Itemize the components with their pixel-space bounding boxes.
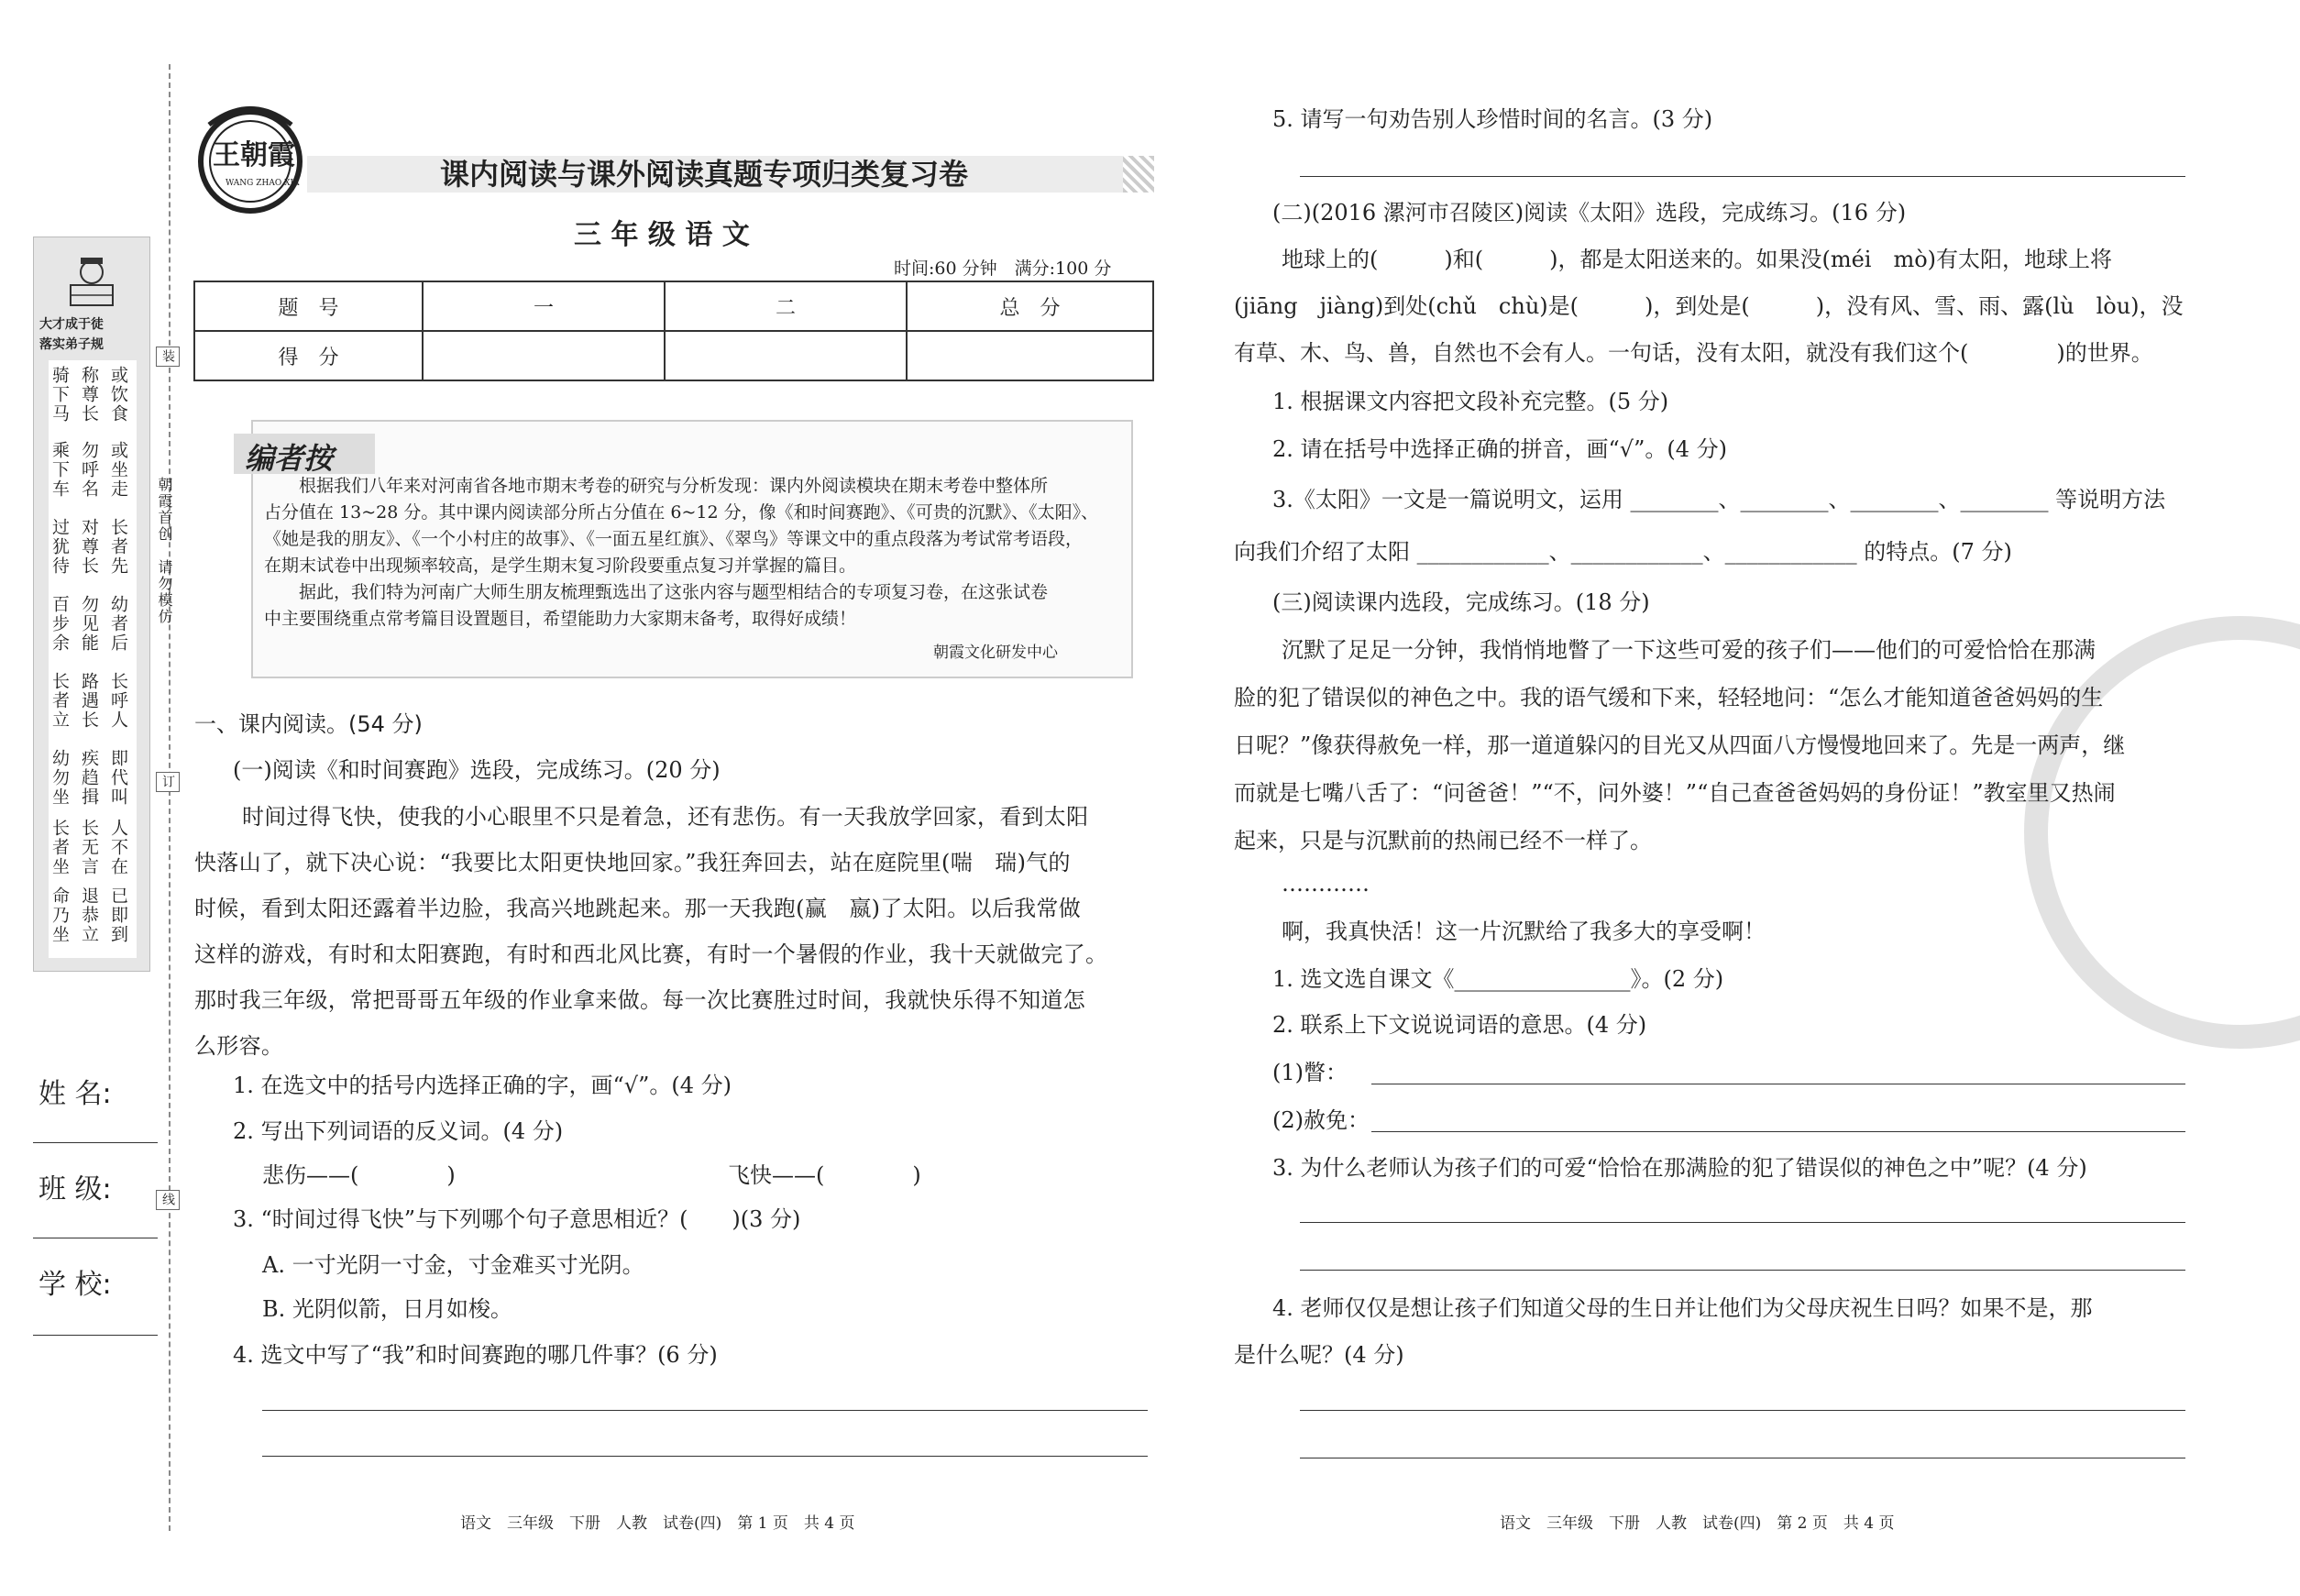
- part-3-question-4: 4. 老师仅仅是想让孩子们知道父母的生日并让他们为父母庆祝生日吗？如果不是，那: [1272, 1295, 2093, 1321]
- passage-line: 这样的游戏，有时和太阳赛跑，有时和西北风比赛，有时一个暑假的作业，我十天就做完了。: [194, 941, 1108, 967]
- part-3-question-2-b: (2)赦免：: [1272, 1107, 1370, 1133]
- question-2-item-a: 悲伤——( ): [262, 1162, 456, 1188]
- motto-col: 过犹待: [50, 518, 70, 576]
- motto-col: 疾趋揖: [79, 749, 99, 807]
- part-2-question-3-cont: 向我们介绍了太阳 ____________、____________、____________ 的特点。(7 分): [1234, 539, 2012, 565]
- part-2-question-3: 3.《太阳》一文是一篇说明文，运用 ________、________、________、________ 等说明方法: [1272, 487, 2166, 512]
- title-band-pattern: [1123, 156, 1154, 193]
- passage-line: 么形容。: [194, 1033, 284, 1059]
- editor-line: 占分值在 13~28 分。其中课内阅读部分所占分值在 6~12 分，像《和时间赛跑》、《可贵的沉默》、《太阳》、: [264, 502, 1099, 523]
- motto-col: 退恭立: [79, 886, 99, 944]
- editor-line: 据此，我们特为河南广大师生朋友梳理甄选出了这张内容与题型相结合的专项复习卷，在这张试卷: [299, 582, 1049, 602]
- question-3: 3. “时间过得飞快”与下列哪个句子意思相近？( )(3 分): [233, 1206, 801, 1232]
- motto-col: 乘下车: [50, 441, 70, 499]
- motto-col: 百步余: [50, 595, 70, 653]
- motto-col: 勿见能: [79, 595, 99, 653]
- paper-subtitle: 三 年 级 语 文: [574, 219, 750, 251]
- passage-line: 起来，只是与沉默前的热闹已经不一样了。: [1234, 828, 1652, 853]
- passage-line: 日呢？”像获得赦免一样，那一道道躲闪的目光又从四面八方慢慢地回来了。先是一两声，继: [1234, 732, 2126, 758]
- part-3-question-1: 1. 选文选自课文《________________》。(2 分): [1272, 966, 1724, 992]
- question-1: 1. 在选文中的括号内选择正确的字，画“√”。(4 分): [233, 1073, 732, 1098]
- passage-3-ending: 啊，我真快活！这一片沉默给了我多大的享受啊！: [1282, 919, 1766, 944]
- name-field[interactable]: [33, 1142, 158, 1143]
- part-2-heading: (二)(2016 漯河市召陵区)阅读《太阳》选段，完成练习。(16 分): [1272, 200, 1907, 226]
- answer-line[interactable]: [262, 1410, 1148, 1411]
- answer-line[interactable]: [262, 1456, 1148, 1457]
- motto-col: 幼勿坐: [50, 749, 70, 807]
- score-header: 总 分: [907, 281, 1153, 331]
- motto-columns: [49, 360, 137, 958]
- answer-line[interactable]: [1300, 1222, 2185, 1223]
- question-5: 5. 请写一句劝告别人珍惜时间的名言。(3 分): [1272, 106, 1713, 132]
- binding-seal: 装: [156, 347, 180, 367]
- part-3-question-2: 2. 联系上下文说说词语的意思。(4 分): [1272, 1012, 1647, 1038]
- motto-col: 即代叫: [108, 749, 128, 807]
- passage-line: 时候，看到太阳还露着半边脸，我高兴地跳起来。那一天我跑(赢 嬴)了太阳。以后我常做: [194, 896, 1082, 921]
- passage-line: 有草、木、鸟、兽，自然也不会有人。一句话，没有太阳，就没有我们这个( )的世界。: [1234, 340, 2153, 366]
- editor-signature: 朝霞文化研发中心: [933, 644, 1058, 662]
- paper-title: 课内阅读与课外阅读真题专项归类复习卷: [440, 157, 969, 192]
- part-3-question-2-a: (1)瞥：: [1272, 1060, 1348, 1085]
- copyright-mark: 朝霞首创 请勿模仿: [156, 477, 173, 625]
- editor-note-tag: 编者按: [234, 434, 375, 474]
- logo-text: 王朝霞: [213, 139, 295, 171]
- motto-head-1: 大才成于徒: [39, 317, 104, 332]
- motto-col: 路遇长: [79, 672, 99, 730]
- passage-line: 时间过得飞快，使我的小心眼里不只是着急，还有悲伤。有一天我放学回家，看到太阳: [242, 804, 1089, 830]
- passage-1: [194, 794, 1157, 1069]
- passage-line: 而就是七嘴八舌了：“问爸爸！”“不，问外婆！”“自己查爸爸妈妈的身份证！”教室里又热闹: [1234, 780, 2116, 806]
- part-3-question-3: 3. 为什么老师认为孩子们的可爱“恰恰在那满脸的犯了错误似的神色之中”呢？(4 分): [1272, 1155, 2087, 1181]
- part-3-heading: (三)阅读课内选段，完成练习。(18 分): [1272, 589, 1650, 615]
- question-3-option-a[interactable]: A. 一寸光阴一寸金，寸金难买寸光阴。: [262, 1252, 644, 1278]
- passage-line: (jiāng jiàng)到处(chǔ chù)是( )，到处是( )，没有风、雪、雨、露(lù lòu)，没: [1234, 293, 2184, 319]
- part-3-question-4-cont: 是什么呢？(4 分): [1234, 1342, 1404, 1368]
- motto-col: 长无言: [79, 819, 99, 876]
- passage-line: 沉默了足足一分钟，我悄悄地瞥了一下这些可爱的孩子们——他们的可爱恰恰在那满: [1282, 637, 2096, 663]
- motto-col: 已即到: [108, 886, 128, 944]
- question-3-option-b[interactable]: B. 光阴似箭，日月如梭。: [262, 1296, 512, 1322]
- motto-col: 勿呼名: [79, 441, 99, 499]
- motto-head-2: 落实弟子规: [39, 337, 104, 352]
- question-4: 4. 选文中写了“我”和时间赛跑的哪几件事？(6 分): [233, 1342, 718, 1368]
- score-cell[interactable]: [665, 331, 907, 380]
- score-table: [193, 281, 1154, 381]
- part-2-question-2: 2. 请在括号中选择正确的拼音，画“√”。(4 分): [1272, 436, 1727, 462]
- editor-line: 根据我们八年来对河南省各地市期末考卷的研究与分析发现：课内外阅读模块在期末考卷中整体所: [299, 476, 1049, 496]
- passage-ellipsis: …………: [1282, 871, 1370, 897]
- section-1-heading: 一、课内阅读。(54 分): [194, 711, 423, 737]
- page-footer-left: 语文 三年级 下册 人教 试卷(四) 第 1 页 共 4 页: [460, 1514, 855, 1533]
- motto-col: 称尊长: [79, 366, 99, 424]
- motto-col: 幼者后: [108, 595, 128, 653]
- editor-line: 在期末试卷中出现频率较高，是学生期末复习阶段要重点复习并掌握的篇目。: [264, 556, 857, 576]
- passage-line: 那时我三年级，常把哥哥五年级的作业拿来做。每一次比赛胜过时间，我就快乐得不知道怎: [194, 987, 1085, 1013]
- motto-col: 或饮食: [108, 366, 128, 424]
- motto-col: 长者先: [108, 518, 128, 576]
- motto-col: 命乃坐: [50, 886, 70, 944]
- passage-line: 地球上的( )和( )，都是太阳送来的。如果没(méi mò)有太阳，地球上将: [1282, 247, 2113, 272]
- binding-cut-line: [169, 64, 171, 1531]
- editor-note-text: [264, 473, 1126, 633]
- class-label: 班 级:: [39, 1173, 112, 1205]
- scholar-illustration: [58, 254, 126, 309]
- passage-line: 快落山了，就下决心说：“我要比太阳更快地回家。”我狂奔回去，站在庭院里(喘 瑞)气的: [194, 850, 1071, 875]
- question-2: 2. 写出下列词语的反义词。(4 分): [233, 1118, 564, 1144]
- part-1-heading: (一)阅读《和时间赛跑》选段，完成练习。(20 分): [233, 757, 721, 783]
- editor-line: 中主要围绕重点常考篇目设置题目，希望能助力大家期末备考，取得好成绩！: [264, 609, 857, 629]
- binding-seal: 线: [156, 1190, 180, 1210]
- answer-line[interactable]: [1300, 1410, 2185, 1411]
- motto-col: 长呼人: [108, 672, 128, 730]
- motto-col: 长者坐: [50, 819, 70, 876]
- motto-col: 或坐走: [108, 441, 128, 499]
- passage-3: [1234, 626, 2196, 864]
- score-cell[interactable]: [423, 331, 665, 380]
- name-label: 姓 名:: [39, 1078, 112, 1110]
- answer-line[interactable]: [1371, 1131, 2185, 1132]
- editor-line: 《她是我的朋友》、《一个小村庄的故事》、《一面五星红旗》、《翠鸟》等课文中的重点段落为考试常考语段，: [264, 529, 1084, 549]
- answer-line[interactable]: [1300, 176, 2185, 177]
- motto-panel: [33, 237, 150, 972]
- score-header: 二: [665, 281, 907, 331]
- score-row-label: 得 分: [194, 331, 423, 380]
- passage-2: [1234, 237, 2196, 377]
- school-field[interactable]: [33, 1335, 158, 1336]
- passage-line: 脸的犯了错误似的神色之中。我的语气缓和下来，轻轻地问：“怎么才能知道爸爸妈妈的生: [1234, 685, 2104, 710]
- school-label: 学 校:: [39, 1269, 112, 1301]
- question-2-item-b: 飞快——( ): [728, 1162, 921, 1188]
- answer-line[interactable]: [1300, 1270, 2185, 1271]
- score-header: 题 号: [194, 281, 423, 331]
- page-footer-right: 语文 三年级 下册 人教 试卷(四) 第 2 页 共 4 页: [1500, 1514, 1895, 1533]
- motto-col: 长者立: [50, 672, 70, 730]
- motto-col: 人不在: [108, 819, 128, 876]
- motto-col: 骑下马: [50, 366, 70, 424]
- part-2-question-1: 1. 根据课文内容把文段补充完整。(5 分): [1272, 389, 1669, 414]
- score-header: 一: [423, 281, 665, 331]
- binding-seal: 订: [156, 772, 180, 792]
- motto-col: 对尊长: [79, 518, 99, 576]
- score-cell[interactable]: [907, 331, 1153, 380]
- time-info: 时间:60 分钟 满分:100 分: [894, 259, 1112, 279]
- logo-subtext: WANG ZHAO XIA: [226, 179, 300, 188]
